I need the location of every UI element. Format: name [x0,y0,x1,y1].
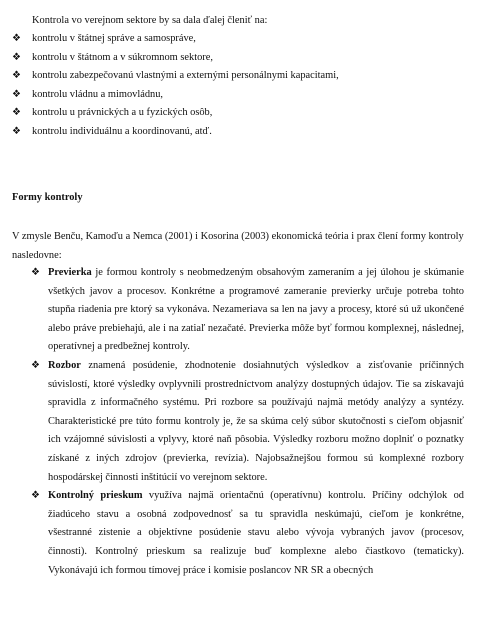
diamond-bullet-icon: ❖ [12,88,21,100]
diamond-bullet-icon: ❖ [31,490,40,502]
term-description: znamená posúdenie, zhodnotenie dosiahnutých výsledkov a zisťovanie príčinných súvislostí, ktoré výsledky ovplyvnili prostredníctvom analýzy dostupných údajov. Tie sa získavajú spravidla z informačného systému. Pri rozbore sa používajú najmä metódy analýzy a syntézy. Charakteristické pre túto formu kontroly je, že sa skúma celý súbor skutočnosti s cieľom objasniť ich vzájomné súvislosti a vplyvy, ktoré naň pôsobia. Výsledky rozboru možno doplniť o poznatky získané z iných zdrojov (previerka, revízia). Najobsažnejšou formou sú komplexné rozbory hospodárskej činnosti inštitúcií vo verejnom sektore. [48,359,464,483]
term-label: Previerka [48,267,92,278]
list-item [0,123,484,142]
intro-paragraph: V zmysle Benču, Kamoďu a Nemca (2001) i Kosorina (2003) ekonomická teória i prax člení formy kontroly nasledovne: [12,231,464,261]
list-item-text: kontrolu v štátnej správe a samospráve, [32,33,196,44]
list-item-text: kontrolu individuálnu a koordinovanú, atď. [32,125,212,137]
list-item-text: kontrolu v štátnom a v súkromnom sektore, [32,51,213,63]
control-types-list [0,30,484,142]
term-description: je formou kontroly s neobmedzeným obsahovým zameraním a jej úlohou je skúmanie všetkých javov a procesov. Konkrétne a programové zameranie previerky určuje potreba tohto stupňa riadenia pre ktorý sa vykonáva. Nezameriava sa len na javy a procesy, ktoré sú už ukončené alebo práve prebiehajú, ale i na zatiaľ nezačaté. Previerka môže byť formou komplexnej, následnej, operatívnej a predbežnej kontroly. [48,267,464,353]
list-item [0,49,484,68]
diamond-bullet-icon: ❖ [31,359,40,371]
term-label: Rozbor [48,359,81,371]
list-item [0,30,484,49]
diamond-bullet-icon: ❖ [31,267,40,278]
list-item-kontrolny-prieskum [0,487,464,580]
forms-list [0,264,484,580]
diamond-bullet-icon: ❖ [12,51,21,63]
term-label: Kontrolný prieskum [48,490,143,502]
list-item [0,104,484,123]
list-item [0,86,484,105]
diamond-bullet-icon: ❖ [12,107,21,119]
list-item-previerka [0,264,464,357]
list-item-rozbor [0,357,464,487]
diamond-bullet-icon: ❖ [12,70,21,82]
diamond-bullet-icon: ❖ [12,33,21,44]
section-heading: Formy kontroly [12,192,83,203]
diamond-bullet-icon: ❖ [12,125,21,137]
list-item-text: kontrolu u právnických a u fyzických osôb, [32,107,213,119]
intro-sentence: Kontrola vo verejnom sektore by sa dala ďalej členiť na: [32,15,268,26]
list-item-text: kontrolu vládnu a mimovládnu, [32,88,164,100]
list-item [0,67,484,86]
list-item-text: kontrolu zabezpečovanú vlastnými a externými personálnymi kapacitami, [32,70,339,82]
term-description: využíva najmä orientačnú (operatívnu) kontrolu. Príčiny odchýlok od žiadúceho stavu a osobná zodpovednosť sa tu spravidla neskúmajú, cieľom je konkrétne, všestranné zistenie a objektívne posúdenie stavu alebo vývoja vybraných javov (procesov, činnosti). Kontrolný prieskum sa realizuje buď komplexne alebo čiastkovo (tematicky). Vykonávajú ich formou tímovej práce i komisie poslancov NR SR a obecných [48,490,464,576]
